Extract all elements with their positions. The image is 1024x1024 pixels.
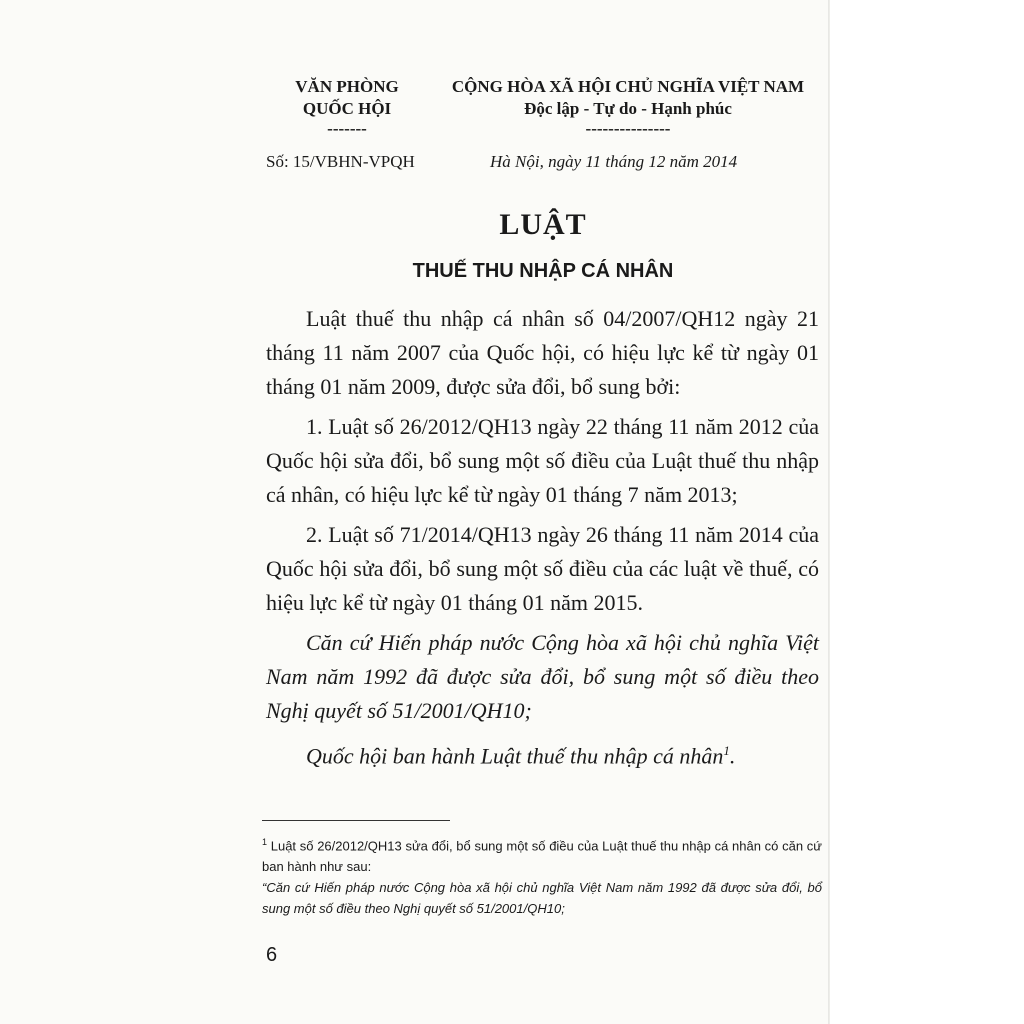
amendment-item-1: 1. Luật số 26/2012/QH13 ngày 22 tháng 11 năm 2012 của Quốc hội sửa đổi, bổ sung một số điều của Luật thuế thu nhập cá nhân, có hiệu lực kể từ ngày 01 tháng 7 năm 2013; (266, 414, 819, 507)
enactment-paragraph: Quốc hội ban hành Luật thuế thu nhập cá nhân$^1$. (306, 743, 736, 769)
footnote-reference[interactable]: 1 (723, 743, 730, 758)
law-subtitle: THUẾ THU NHẬP CÁ NHÂN (412, 260, 674, 282)
document-body (266, 302, 819, 779)
footnote-block (262, 832, 822, 919)
footnote-separator (262, 820, 450, 821)
footnote-line-2: “Căn cứ Hiến pháp nước Cộng hòa xã hội chủ nghĩa Việt Nam năm 1992 đã được sửa đổi, bổ sung một số điều theo Nghị quyết số 51/2001/QH10; (262, 880, 822, 917)
document-date: Hà Nội, ngày 11 tháng 12 năm 2014 (490, 152, 738, 171)
national-heading-block (448, 76, 808, 138)
document-number: Số: 15/VBHN-VPQH (266, 152, 415, 171)
footnote-mark: 1 (262, 837, 268, 847)
footnote-text-1: Luật số 26/2012/QH13 sửa đổi, bổ sung một số điều của Luật thuế thu nhập cá nhân có căn cứ ban hành như sau: (262, 838, 822, 875)
footnote-line-1 (262, 832, 822, 877)
intro-paragraph: Luật thuế thu nhập cá nhân số 04/2007/QH12 ngày 21 tháng 11 năm 2007 của Quốc hội, có hiệu lực kể từ ngày 01 tháng 01 năm 2009, được sửa đổi, bổ sung bởi: (266, 306, 819, 399)
legal-basis-paragraph: Căn cứ Hiến pháp nước Cộng hòa xã hội chủ nghĩa Việt Nam năm 1992 đã được sửa đổi, bổ sung một số điều theo Nghị quyết số 51/2001/QH10; (266, 630, 819, 723)
country-name: CỘNG HÒA XÃ HỘI CHỦ NGHĨA VIỆT NAM (451, 77, 805, 96)
law-title: LUẬT (499, 208, 587, 241)
agency-line-1: VĂN PHÒNG (295, 77, 399, 96)
page-margin-background (830, 0, 1024, 1024)
enactment-text: Quốc hội ban hành Luật thuế thu nhập cá nhân (306, 743, 724, 769)
motto-rule: --------------- (585, 119, 671, 138)
amendment-item-2: 2. Luật số 71/2014/QH13 ngày 26 tháng 11 năm 2014 của Quốc hội sửa đổi, bổ sung một số điều của các luật về thuế, có hiệu lực kể từ ngày 01 tháng 01 năm 2015. (266, 522, 819, 615)
agency-line-2: QUỐC HỘI (302, 99, 392, 118)
national-motto: Độc lập - Tự do - Hạnh phúc (524, 99, 732, 118)
issuing-agency-block (262, 76, 432, 138)
agency-rule: ------- (327, 119, 367, 138)
page-number: 6 (266, 944, 278, 966)
